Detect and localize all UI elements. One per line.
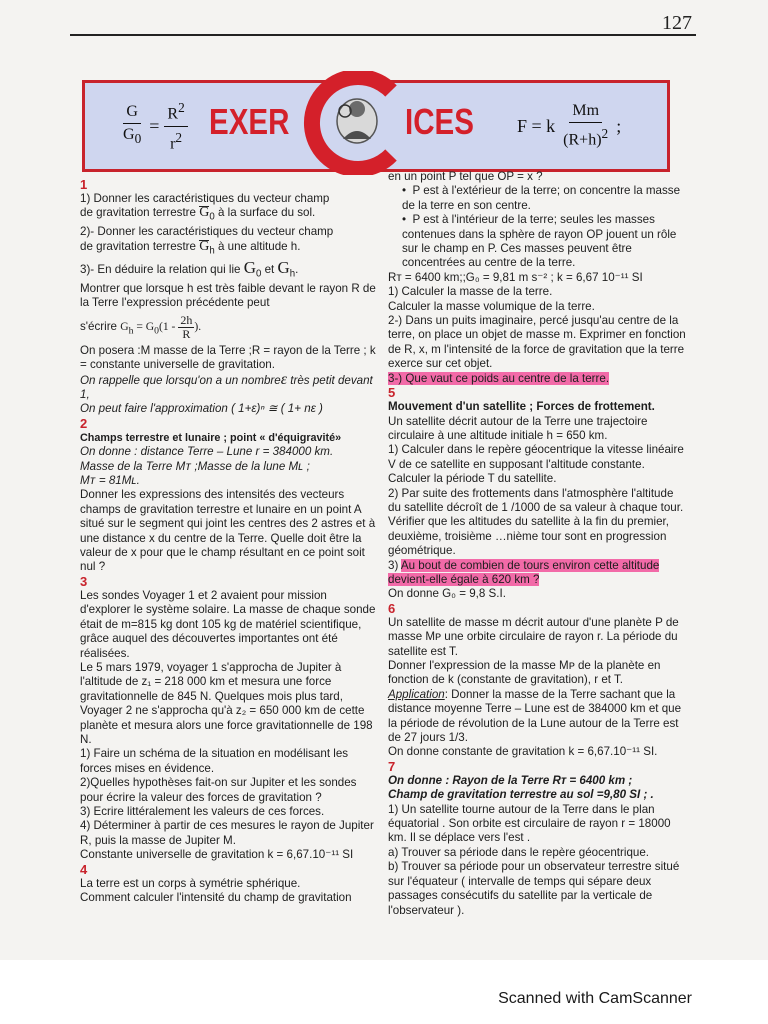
exercise-number: 3 [80, 573, 88, 589]
question-text: de gravitation terrestre $G_h$ à une altitude h. [80, 238, 301, 256]
exercise-number: 7 [388, 758, 396, 774]
question-text: 3)- En déduire la relation qui lie $G_0$ et $G_h$. [80, 258, 299, 280]
formula-line: s'écrire $G_h = G_0(1$ - $\frac{2h}{R}$ ). [80, 312, 202, 341]
question-text: en un point P tel que OP = x ? [388, 170, 543, 183]
banner-title-left: EXER [209, 101, 290, 142]
question-text: Donner l'expression de la masse Mᴘ de la planète en fonction de k (constante de gravitation), r et T. [388, 659, 661, 687]
question-text: 1) Donner les caractéristiques du vecteur champ [80, 192, 330, 205]
bullet-item: • P est à l'extérieur de la terre; on concentre la masse de la terre en son centre. [402, 184, 681, 212]
question-text: Calculer la masse volumique de la terre. [388, 299, 595, 313]
hint-text: On rappelle que lorsqu'on a un nombreε très petit devant 1, [80, 370, 373, 401]
page-number: 127 [662, 12, 692, 34]
question-text: 1) Faire un schéma de la situation en modélisant les forces mises en évidence. [80, 747, 349, 775]
context-text: La terre est un corps à symétrie sphérique. [80, 876, 301, 890]
given-data: Masse de la Terre Mᴛ ;Masse de la lune Mʟ ; [80, 459, 310, 473]
definitions: On posera :M masse de la Terre ;R = rayon de la Terre ; k = constante universelle de gravitation. [80, 343, 376, 372]
given-data: Constante universelle de gravitation k = 6,67.10⁻¹¹ SI [80, 848, 354, 862]
question-text: 2-) Dans un puits imaginaire, percé jusqu'au centre de la terre, on place un objet de masse m. Exprimer en fonction de R, x, m l'intensité de la force de gravitation que la terre exerce sur cet objet. [388, 314, 686, 371]
exercise-7 [388, 760, 686, 918]
given-data: Champ de gravitation terrestre au sol =9,80 SI ; . [388, 788, 654, 802]
right-column [388, 170, 686, 918]
question-text: Application: Donner la masse de la Terre sachant que la distance moyenne Terre – Lune est de 384000 km et que la période de révolution de la Lune autour de la Terre est de 27 jours 1/3. [388, 687, 682, 745]
given-data: Rᴛ = 6400 km;;G₀ = 9,81 m s⁻² ; k = 6,67 10⁻¹¹ SI [388, 270, 643, 284]
exercise-title: Champs terrestre et lunaire ; point « d'équigravité» [80, 431, 342, 444]
exercise-5 [388, 386, 686, 602]
exercise-2 [80, 417, 380, 575]
question-text: 2) Par suite des frottements dans l'atmosphère l'altitude du satellite décroît de 1 /1000 de sa valeur à chaque tour. Vérifier que les altitudes du satellite à la fin du premier, deuxième, troisième …nième tour sont en progression géométrique. [388, 486, 684, 558]
given-data: On donne constante de gravitation k = 6,67.10⁻¹¹ SI. [388, 745, 658, 759]
question-text: b) Trouver sa période pour un observateur terrestre situé sur l'équateur ( intervalle de temps qui sépare deux passages consécutifs du satellite par la verticale de l'observateur ). [388, 860, 680, 917]
question-text: 4) Déterminer à partir de ces mesures le rayon de Jupiter R, puis la masse de Jupiter M. [80, 819, 374, 847]
scanner-watermark: Scanned with CamScanner [498, 990, 692, 1007]
question-text: Comment calculer l'intensité du champ de gravitation [80, 891, 352, 904]
exercise-number: 2 [80, 415, 88, 431]
exercise-4-start [80, 863, 380, 906]
bullet-item: • P est à l'intérieur de la terre; seules les masses contenues dans la sphère de rayon OP jouent un rôle sur le champ en P. Ces masses peuvent être concentrées au centre de la terre. [402, 213, 677, 270]
highlighted-question: 3-) Que vaut ce poids au centre de la terre. [388, 371, 610, 385]
given-data: On donne : Rayon de la Terre Rᴛ = 6400 km ; [388, 773, 633, 787]
exercise-4-continued [388, 170, 686, 386]
exercise-3 [80, 575, 380, 863]
exercise-number: 6 [388, 600, 396, 616]
question-text: 1) Calculer dans le repère géocentrique la vitesse linéaire V de ce satellite en supposant l'altitude constante. Calculer la période T du satellite. [388, 443, 684, 486]
gravity-ratio-formula: $\frac{G}{G_0}$ = $\frac{R^2}{r^2}$ [117, 91, 191, 161]
given-data: On donne : distance Terre – Lune r = 384000 km. [80, 445, 334, 459]
header-rule [70, 34, 696, 36]
banner-title-right: ICES [405, 101, 474, 142]
exercise-number: 4 [80, 861, 88, 877]
newton-gravitation-formula: F = k $\frac{Mm}{(R+h)^2}$ ; [517, 102, 622, 149]
question-text: Donner les expressions des intensités des vecteurs champs de gravitation terrestre et lunaire en un point A situé sur le segment qui joint les centres des 2 astres et à une distance x du centre de la Terre. Quelle doit être la valeur de x pour que le champ résultant en ce point soit nul ? [80, 488, 376, 574]
exercise-1 [80, 178, 380, 417]
left-column [80, 178, 380, 905]
exercise-number: 5 [388, 385, 396, 401]
context-text: Le 5 mars 1979, voyager 1 s'approcha de Jupiter à l'altitude de z₁ = 218 000 km et mesura une force gravitationnelle de 845 N. Quelques mois plus tard, Voyager 2 ne s'approcha qu'à z₂ = 650 000 km de cette planète et mesura alors une force gravitationnelle de 198 N. [80, 660, 373, 746]
context-text: Un satellite décrit autour de la Terre une trajectoire circulaire à une altitude initiale h = 650 km. [388, 414, 648, 442]
question-text: a) Trouver sa période dans le repère géocentrique. [388, 845, 650, 859]
highlighted-question: 3) Au bout de combien de tours environ cette altitude devient-elle égale à 620 km ? [388, 558, 660, 586]
question-text: 1) Calculer la masse de la terre. [388, 285, 553, 299]
c-letter-logo [297, 71, 413, 175]
exercise-6 [388, 602, 686, 760]
exercise-title: Mouvement d'un satellite ; Forces de frottement. [388, 400, 655, 414]
exercises-banner [82, 80, 670, 172]
question-text: 2)- Donner les caractéristiques du vecteur champ [80, 225, 334, 239]
question-text: 1) Un satellite tourne autour de la Terre dans le plan équatorial . Son orbite est circulaire de rayon r = 18000 km. Il se déplace vers l'est . [388, 802, 671, 845]
question-text: de gravitation terrestre $G_0$ à la surface du sol. [80, 205, 316, 223]
context-text: Les sondes Voyager 1 et 2 avaient pour mission d'explorer le système solaire. La masse de chaque sonde était de m=815 kg dont 105 kg de matériel scientifique, grâce auquel des découvertes importantes ont été réalisées. [80, 588, 376, 660]
exercise-number: 1 [80, 177, 88, 192]
question-text: 3) Ecrire littéralement les valeurs de ces forces. [80, 804, 325, 818]
question-text: Montrer que lorsque h est très faible devant le rayon R de la Terre l'expression précédente peut [80, 281, 376, 310]
given-data: Mᴛ = 81Mʟ. [80, 474, 140, 488]
given-data: On donne G₀ = 9,8 S.I. [388, 587, 506, 601]
context-text: Un satellite de masse m décrit autour d'une planète P de masse Mᴘ une orbite circulaire de rayon r. La période du satellite est T. [388, 615, 679, 658]
question-text: 2)Quelles hypothèses fait-on sur Jupiter et les sondes pour écrire la valeur des forces de gravitation ? [80, 776, 357, 804]
approximation-text: On peut faire l'approximation ( 1+ε)ⁿ ≅ ( 1+ nε ) [80, 402, 323, 416]
